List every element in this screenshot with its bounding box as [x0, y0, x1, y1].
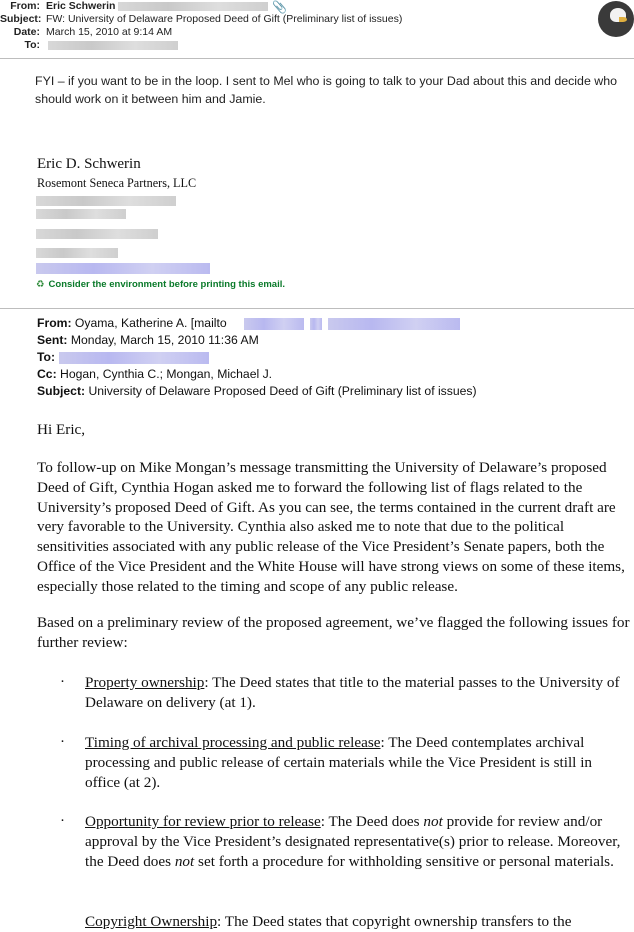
header-from-label: From:	[10, 0, 40, 12]
header-divider	[0, 58, 634, 59]
email-header	[0, 0, 634, 52]
environment-note	[36, 279, 285, 290]
header-from-value: Eric Schwerin	[46, 0, 116, 12]
header-date-value: March 15, 2010 at 9:14 AM	[46, 26, 173, 38]
redacted-mailto-3[interactable]	[328, 318, 460, 330]
forward-cc-value: Hogan, Cynthia C.; Mongan, Michael J.	[60, 367, 273, 381]
issue-title-2: Timing of archival processing and public release	[85, 734, 381, 751]
redacted-sig-line-2	[36, 209, 126, 219]
forward-cc-label: Cc:	[37, 367, 57, 381]
signature-company: Rosemont Seneca Partners, LLC	[37, 176, 197, 190]
signature-name: Eric D. Schwerin	[37, 156, 141, 172]
letter-greeting: Hi Eric,	[37, 421, 86, 438]
issue-text-2: : The Deed contemplates archival processing and public release of certain materials while the Vice President is still in office (at 2).	[85, 734, 593, 791]
issue-title-4: Copyright Ownership	[85, 913, 218, 930]
paperclip-icon[interactable]: 📎	[272, 0, 287, 14]
forward-divider	[0, 308, 634, 309]
bullet-3: ·	[60, 813, 65, 829]
header-to-label: To:	[24, 39, 40, 51]
forward-to-row	[37, 350, 55, 364]
issue-text-3c: set forth a procedure for withholding sensitive or personal materials.	[194, 852, 614, 870]
forward-to-label: To:	[37, 350, 56, 364]
issue-title-3: Opportunity for review prior to release	[85, 813, 321, 830]
letter-paragraph-1: To follow-up on Mike Mongan’s message transmitting the University of Delaware’s proposed Deed of Gift, Cynthia Hogan asked me to forward the following list of flags related to the University’s proposed Deed of Gift. As you can see, the terms contained in the current draft are very favorable to the University. Cynthia also asked me to note that due to the political sensitivities associated with any public release of the Vice President’s Senate papers, both the Office of the Vice President and the White House will have strong views on some of these items, especially those related to the timing and scope of any public release.	[37, 459, 625, 595]
issue-text-3a: : The Deed does	[320, 813, 424, 830]
forward-sent-value: Monday, March 15, 2010 11:36 AM	[70, 333, 259, 347]
redacted-sig-line-3	[36, 229, 158, 239]
forward-sent-label: Sent:	[37, 333, 68, 347]
issue-text-4: : The Deed states that copyright ownership transfers to the	[217, 913, 572, 930]
forward-from-value: Oyama, Katherine A. [mailto	[74, 316, 227, 330]
forward-cc-row	[37, 367, 272, 381]
redacted-sig-link[interactable]	[36, 263, 210, 274]
leaf-icon: ♻	[36, 279, 45, 290]
issue-item-1	[85, 673, 630, 713]
redacted-from-email	[118, 2, 268, 11]
issue-item-2	[85, 733, 630, 792]
forward-from-label: From:	[37, 316, 72, 330]
issue-emphasis-3a: not	[423, 813, 443, 830]
letter-paragraph-2: Based on a preliminary review of the proposed agreement, we’ve flagged the following issues for further review:	[37, 614, 630, 651]
redacted-to-email	[48, 41, 178, 50]
forward-subject-row	[37, 384, 477, 398]
issue-emphasis-3b: not	[174, 852, 195, 870]
environment-note-text: Consider the environment before printing this email.	[48, 279, 286, 290]
redacted-forward-to[interactable]	[59, 352, 209, 364]
header-subject-label: Subject:	[0, 13, 42, 25]
redacted-sig-line-1	[36, 196, 176, 206]
header-date-label: Date:	[13, 26, 40, 38]
issue-item-3	[85, 812, 630, 871]
forward-subject-label: Subject:	[37, 384, 86, 398]
issue-text-1: : The Deed states that title to the material passes to the University of Delaware on delivery (at 1).	[85, 674, 620, 711]
forward-from-row	[37, 316, 227, 330]
bullet-1: ·	[60, 674, 65, 690]
eagle-icon	[598, 1, 634, 37]
fyi-message: FYI – if you want to be in the loop. I sent to Mel who is going to talk to your Dad about this and decide who should work on it between him and Jamie.	[35, 74, 618, 106]
issue-text-3b: provide for review and/or approval by the Vice President’s designated representative(s) prior to release. Moreover, the Deed does	[85, 813, 621, 870]
redacted-mailto-1[interactable]	[244, 318, 304, 330]
forward-subject-value: University of Delaware Proposed Deed of Gift (Preliminary list of issues)	[88, 384, 477, 398]
forward-sent-row	[37, 333, 259, 347]
redacted-mailto-2[interactable]	[310, 318, 322, 330]
issue-title-1: Property ownership	[85, 674, 205, 691]
bullet-2: ·	[60, 734, 65, 750]
header-subject-value: FW: University of Delaware Proposed Deed of Gift (Preliminary list of issues)	[46, 13, 403, 25]
issue-item-4	[85, 912, 630, 932]
redacted-sig-line-4	[36, 248, 118, 258]
